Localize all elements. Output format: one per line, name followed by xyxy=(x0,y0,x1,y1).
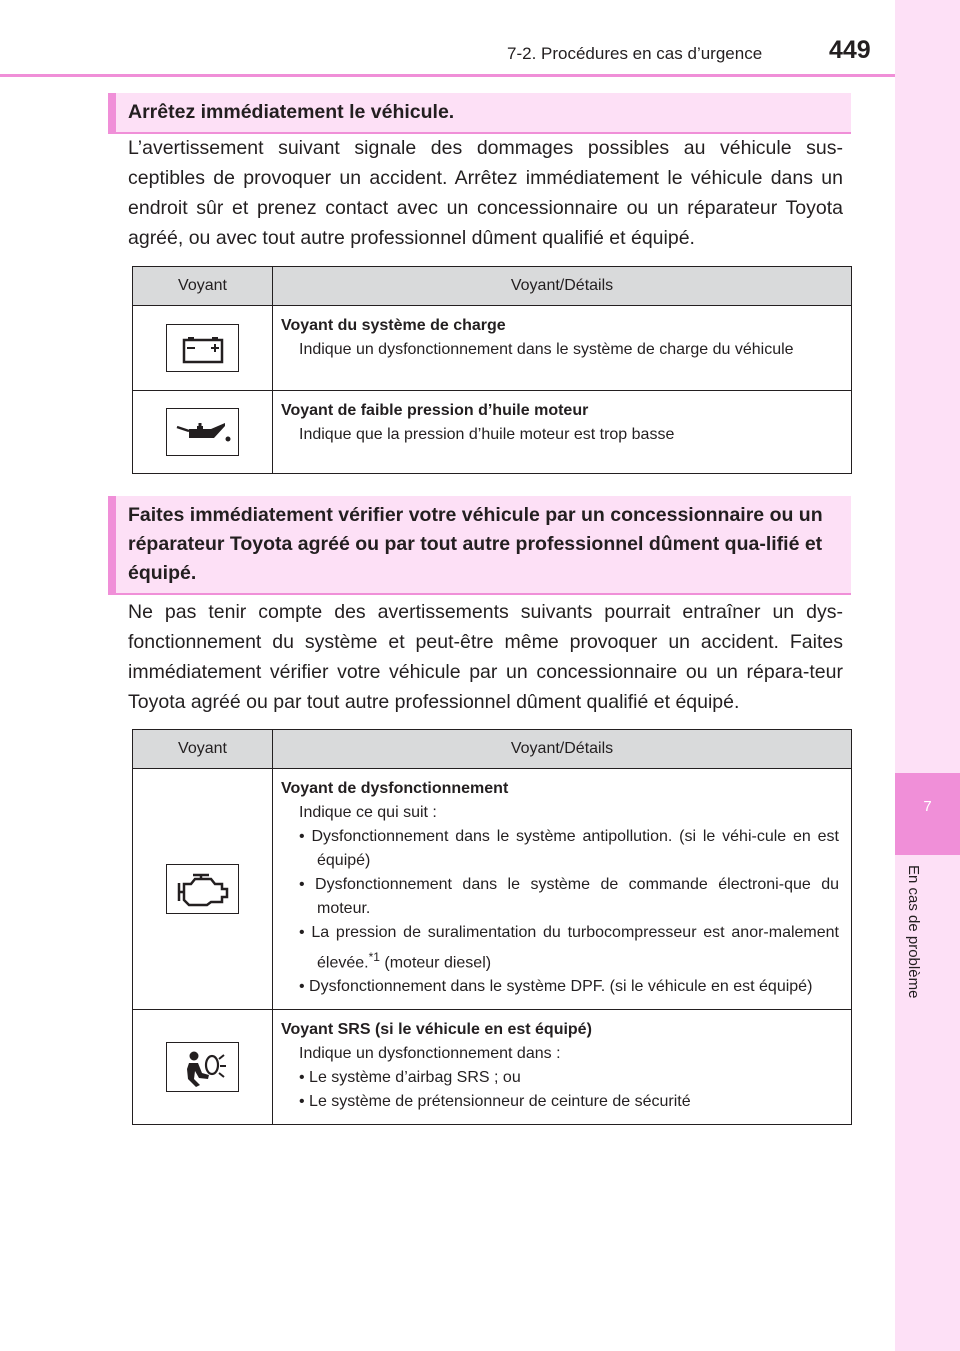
icon-cell xyxy=(133,1010,273,1125)
icon-cell xyxy=(133,391,273,474)
footnote-suffix: (moteur diesel) xyxy=(379,954,492,972)
table-row xyxy=(133,306,852,391)
chapter-number: 7 xyxy=(923,798,932,815)
warning-description: Indique un dysfonctionnement dans le système de charge du véhicule xyxy=(299,341,794,358)
details-cell xyxy=(273,769,852,1010)
airbag-icon xyxy=(166,1042,239,1092)
warning-title: Voyant de faible pression d’huile moteur xyxy=(281,402,589,419)
table-row xyxy=(133,769,852,1010)
chapter-side-strip xyxy=(895,0,960,1351)
page-number: 449 xyxy=(829,36,871,64)
col-header-details: Voyant/Détails xyxy=(273,267,852,306)
section1-paragraph: L’avertissement suivant signale des dommages possibles au véhicule sus-ceptibles de provoquer un accident. Arrêtez immédiatement le véhicule dans un endroit sûr et prenez contact avec un concessionnaire ou un réparateur Toyota agréé, ou avec tout autre professionnel dûment qualifié et équipé. xyxy=(128,137,843,249)
header-rule xyxy=(0,74,895,77)
chapter-label: En cas de problème xyxy=(905,865,922,999)
bullet-item: • Dysfonctionnement dans le système antipollution. (si le véhi-cule en est équipé) xyxy=(299,828,839,869)
icon-cell xyxy=(133,306,273,391)
section2-paragraph: Ne pas tenir compte des avertissements suivants pourrait entraîner un dys-fonctionnement du système et peut-être même provoquer un accident. Faites immédiatement vérifier votre véhicule par un concessionnaire ou un répara-teur Toyota agréé ou par tout autre professionnel dûment qualifié et équipé. xyxy=(128,601,843,713)
warning-description: Indique ce qui suit : xyxy=(299,804,437,821)
table-row xyxy=(133,1010,852,1125)
details-cell xyxy=(273,391,852,474)
table-row xyxy=(133,391,852,474)
engine-icon xyxy=(166,864,239,914)
footnote-mark: *1 xyxy=(368,950,380,964)
section2-heading: Faites immédiatement vérifier votre véhicule par un concessionnaire ou un réparateur Toyota agréé ou par tout autre professionnel dûment qua-lifié et équipé. xyxy=(108,496,851,595)
warning-title: Voyant de dysfonctionnement xyxy=(281,780,509,797)
col-header-voyant: Voyant xyxy=(133,267,273,306)
bullet-item: • Le système de prétensionneur de ceinture de sécurité xyxy=(299,1093,691,1111)
bullet-item-with-footnote xyxy=(281,921,839,975)
warning-title: Voyant du système de charge xyxy=(281,317,506,334)
warning-title: Voyant SRS (si le véhicule en est équipé) xyxy=(281,1021,592,1039)
icon-cell xyxy=(133,769,273,1010)
table-header-row xyxy=(133,267,852,306)
bullet-item: • Dysfonctionnement dans le système DPF. (si le véhicule en est équipé) xyxy=(299,978,813,996)
bullet-item: • Le système d’airbag SRS ; ou xyxy=(299,1069,521,1087)
battery-icon xyxy=(166,324,239,372)
details-cell xyxy=(273,1010,852,1125)
col-header-details: Voyant/Détails xyxy=(273,730,852,769)
warning-table-1 xyxy=(132,266,852,474)
bullet-text: • La pression de suralimentation du turbocompresseur est anor-malement élevée. xyxy=(299,924,839,972)
bullet-item: • Dysfonctionnement dans le système de commande électroni-que du moteur. xyxy=(299,876,839,917)
details-cell xyxy=(273,306,852,391)
table-header-row xyxy=(133,730,852,769)
col-header-voyant: Voyant xyxy=(133,730,273,769)
warning-table-2 xyxy=(132,729,852,1125)
oil-can-icon xyxy=(166,408,239,456)
warning-description: Indique que la pression d’huile moteur est trop basse xyxy=(299,426,675,443)
warning-description: Indique un dysfonctionnement dans : xyxy=(299,1045,561,1063)
section1-heading: Arrêtez immédiatement le véhicule. xyxy=(108,93,851,134)
section-title: 7-2. Procédures en cas d’urgence xyxy=(507,44,763,63)
